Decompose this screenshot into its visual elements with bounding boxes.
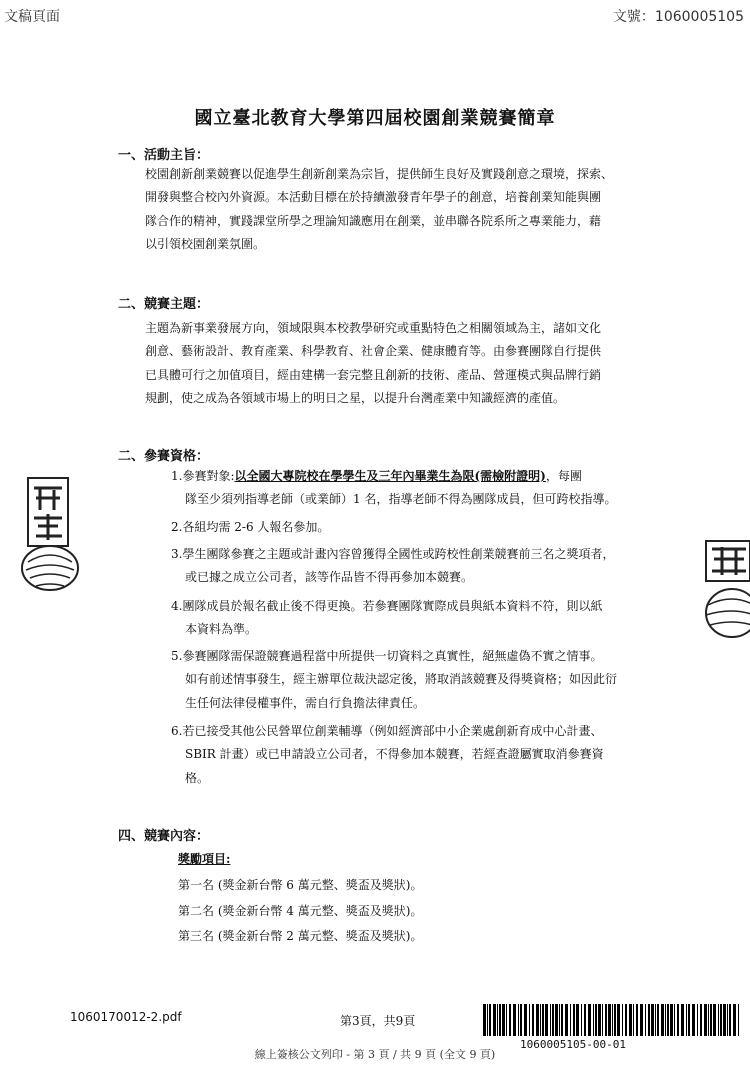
awards-title: 獎勵項目: xyxy=(178,852,231,866)
page-title: 國立臺北教育大學第四屆校園創業競賽簡章 xyxy=(194,108,556,129)
text-line: 生任何法律侵權事件，需自行負擔法律責任。 xyxy=(185,695,426,710)
barcode-number: 1060005105-00-01 xyxy=(520,1038,626,1051)
award-third: 第三名 (獎金新台幣 2 萬元整、獎盃及獎狀)。 xyxy=(178,929,423,943)
section-heading-eligibility: 二、參賽資格： xyxy=(118,449,210,464)
award-first: 第一名 (獎金新台幣 6 萬元整、獎盃及獎狀)。 xyxy=(178,878,423,892)
text-line: 以引領校園創業氛圍。 xyxy=(145,236,266,251)
section-body-purpose xyxy=(145,163,613,256)
footer-print-line: 線上簽核公文列印 - 第 3 頁 / 共 9 頁 (全文 9 頁) xyxy=(254,1048,496,1061)
eligibility-item-5 xyxy=(171,645,617,715)
text-line: 5.參賽團隊需保證競賽過程當中所提供一切資料之真實性，絕無虛偽不實之情事。 xyxy=(171,649,603,663)
text-line: 或已據之成立公司者，該等作品皆不得再參加本競賽。 xyxy=(185,570,474,585)
eligibility-underlined-text: 以全國大專院校在學學生及三年內畢業生為限(需檢附證明) xyxy=(234,469,546,483)
text-line: SBIR 計畫）或已申請設立公司者，不得參加本競賽，若經查證屬實取消參賽資 xyxy=(185,747,604,762)
text-line: 2.各組均需 2-6 人報名參加。 xyxy=(171,520,330,534)
footer-page-number: 第3頁，共9頁 xyxy=(340,1014,416,1028)
text-line: 格。 xyxy=(185,770,210,785)
text-line: 6.若已接受其他公民營單位創業輔導（例如經濟部中小企業處創新育成中心計畫、 xyxy=(171,724,603,738)
item-suffix: ，每團 xyxy=(545,469,582,483)
eligibility-item-4 xyxy=(171,595,602,642)
text-line: 如有前述情事發生，經主辦單位裁決認定後，將取消該競賽及得獎資格；如因此衍 xyxy=(185,672,618,687)
header-left-label: 文稿頁面 xyxy=(4,9,60,25)
section-heading-purpose: 一、活動主旨： xyxy=(118,148,210,163)
text-line: 4.團隊成員於報名截止後不得更換。若參賽團隊實際成員與紙本資料不符，則以紙 xyxy=(171,599,603,613)
text-line: 規劃，使之成為各領域市場上的明日之星，以提升台灣產業中知識經濟的產值。 xyxy=(145,390,566,405)
footer-file-name: 1060170012-2.pdf xyxy=(70,1010,182,1024)
seal-stamp-left xyxy=(14,470,82,600)
text-line: 創意、藝術設計、教育產業、科學教育、社會企業、健康體育等。由參賽團隊自行提供 xyxy=(145,344,602,359)
text-line: 校園創新創業競賽以促進學生創新創業為宗旨，提供師生良好及實踐創意之環境，探索、 xyxy=(145,167,614,181)
section-heading-theme: 二、競賽主題： xyxy=(118,297,210,312)
text-line: 隊至少須列指導老師（或業師）1 名，指導老師不得為團隊成員，但可跨校指導。 xyxy=(185,492,617,507)
barcode-image xyxy=(483,1004,743,1036)
text-line: 本資料為準。 xyxy=(185,622,258,637)
section-body-theme xyxy=(145,317,601,410)
eligibility-item-1 xyxy=(171,465,616,512)
text-line: 開發與整合校內外資源。本活動目標在於持續激發青年學子的創意，培養創業知能與團 xyxy=(145,190,602,205)
eligibility-item-3 xyxy=(171,543,614,590)
award-second: 第二名 (獎金新台幣 4 萬元整、獎盃及獎狀)。 xyxy=(178,904,423,918)
document-number: 文號：1060005105 xyxy=(612,9,744,25)
eligibility-item-2 xyxy=(171,516,329,539)
text-line: 3.學生團隊參賽之主題或計畫內容曾獲得全國性或跨校性創業競賽前三名之獎項者， xyxy=(171,547,615,561)
seal-stamp-right xyxy=(700,535,750,645)
text-line: 隊合作的精神，實踐課堂所學之理論知識應用在創業，並串聯各院系所之專業能力，藉 xyxy=(145,213,602,228)
text-line: 已具體可行之加值項目，經由建構一套完整且創新的技術、產品、營運模式與品牌行銷 xyxy=(145,367,602,382)
item-prefix: 1.參賽對象: xyxy=(171,469,235,483)
section-heading-content: 四、競賽內容： xyxy=(118,829,210,844)
eligibility-item-6 xyxy=(171,720,604,790)
text-line: 主題為新事業發展方向，領域限與本校教學研究或重點特色之相關領域為主，諸如文化 xyxy=(145,321,602,335)
